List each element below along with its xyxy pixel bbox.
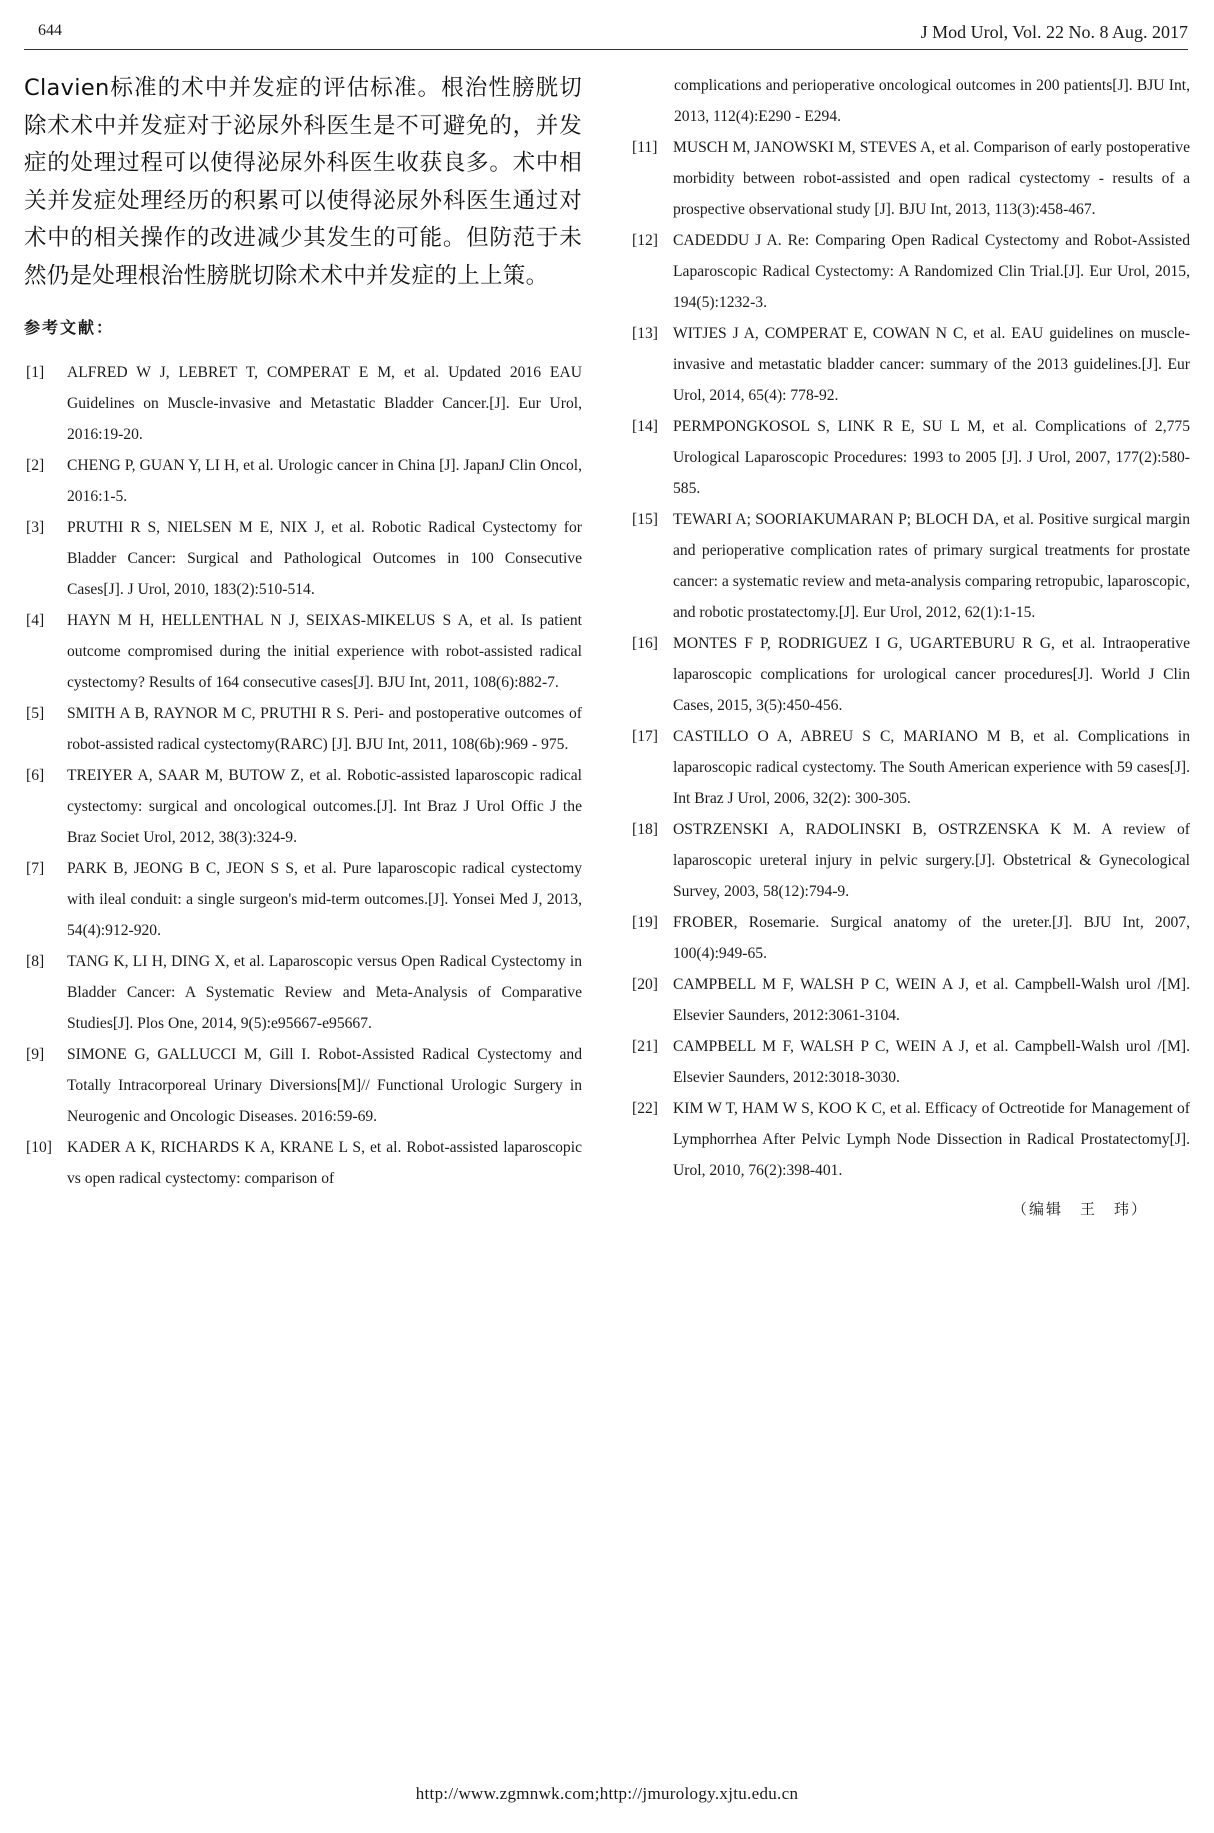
reference-number: [10]	[26, 1139, 52, 1156]
reference-number: [7]	[26, 860, 45, 877]
reference-number: [22]	[632, 1100, 658, 1117]
reference-text: TANG K, LI H, DING X, et al. Laparoscopic versus Open Radical Cystectomy in Bladder Cancer: A Systematic Review and Meta-Analysis of Comparative Studies[J]. Plos One, 2014, 9(5):e95667-e95667.	[67, 953, 582, 1032]
references-list-left	[24, 357, 582, 1194]
reference-number: [12]	[632, 232, 658, 249]
reference-item	[24, 946, 582, 1039]
reference-text: MONTES F P, RODRIGUEZ I G, UGARTEBURU R G, et al. Intraoperative laparoscopic complications for urological cancer procedures[J]. World J Clin Cases, 2015, 3(5):450-456.	[673, 635, 1190, 714]
reference-number: [14]	[632, 418, 658, 435]
reference-item	[630, 969, 1190, 1031]
reference-text: FROBER, Rosemarie. Surgical anatomy of the ureter.[J]. BJU Int, 2007, 100(4):949-65.	[673, 914, 1190, 962]
reference-number: [20]	[632, 976, 658, 993]
reference-continuation: complications and perioperative oncological outcomes in 200 patients[J]. BJU Int, 2013, 112(4):E290 - E294.	[674, 77, 1190, 125]
reference-text: OSTRZENSKI A, RADOLINSKI B, OSTRZENSKA K M. A review of laparoscopic ureteral injury in pelvic surgery.[J]. Obstetrical & Gynecological Survey, 2003, 58(12):794-9.	[673, 821, 1190, 900]
reference-item	[630, 504, 1190, 628]
reference-item	[24, 1039, 582, 1132]
reference-item	[24, 853, 582, 946]
reference-number: [21]	[632, 1038, 658, 1055]
reference-text: MUSCH M, JANOWSKI M, STEVES A, et al. Comparison of early postoperative morbidity between robot-assisted and open radical cystectomy - results of a prospective observational study [J]. BJU Int, 2013, 113(3):458-467.	[673, 139, 1190, 218]
references-heading: 参考文献：	[24, 318, 115, 337]
reference-item	[630, 411, 1190, 504]
right-column	[630, 70, 1190, 1219]
reference-item	[24, 357, 582, 450]
reference-item	[630, 907, 1190, 969]
reference-item	[24, 698, 582, 760]
reference-text: SMITH A B, RAYNOR M C, PRUTHI R S. Peri- and postoperative outcomes of robot-assisted radical cystectomy(RARC) [J]. BJU Int, 2011, 108(6b):969 - 975.	[67, 705, 582, 753]
reference-text: KIM W T, HAM W S, KOO K C, et al. Efficacy of Octreotide for Management of Lymphorrhea After Pelvic Lymph Node Dissection in Radical Prostatectomy[J]. Urol, 2010, 76(2):398-401.	[673, 1100, 1190, 1179]
reference-text: HAYN M H, HELLENTHAL N J, SEIXAS-MIKELUS S A, et al. Is patient outcome compromised during the initial experience with robot-assisted radical cystectomy? Results of 164 consecutive cases[J]. BJU Int, 2011, 108(6):882-7.	[67, 612, 582, 691]
reference-text: ALFRED W J, LEBRET T, COMPERAT E M, et al. Updated 2016 EAU Guidelines on Muscle-invasive and Metastatic Bladder Cancer.[J]. Eur Urol, 2016:19-20.	[67, 364, 582, 443]
reference-number: [5]	[26, 705, 45, 722]
reference-item	[630, 318, 1190, 411]
reference-item	[24, 512, 582, 605]
reference-item	[630, 628, 1190, 721]
reference-number: [1]	[26, 364, 45, 381]
reference-text: CAMPBELL M F, WALSH P C, WEIN A J, et al. Campbell-Walsh urol /[M]. Elsevier Saunders, 2012:3061-3104.	[673, 976, 1190, 1024]
reference-item	[630, 721, 1190, 814]
reference-text: SIMONE G, GALLUCCI M, Gill I. Robot-Assisted Radical Cystectomy and Totally Intracorporeal Urinary Diversions[M]// Functional Urologic Surgery in Neurogenic and Oncologic Diseases. 2016:59-69.	[67, 1046, 582, 1125]
reference-item	[630, 132, 1190, 225]
reference-item	[630, 225, 1190, 318]
reference-number: [18]	[632, 821, 658, 838]
reference-item	[24, 605, 582, 698]
reference-number: [15]	[632, 511, 658, 528]
reference-text: CADEDDU J A. Re: Comparing Open Radical Cystectomy and Robot-Assisted Laparoscopic Radical Cystectomy: A Randomized Clin Trial.[J]. Eur Urol, 2015, 194(5):1232-3.	[673, 232, 1190, 311]
running-header	[24, 22, 1188, 50]
reference-item	[630, 814, 1190, 907]
reference-item	[630, 1093, 1190, 1186]
reference-number: [16]	[632, 635, 658, 652]
reference-text: PARK B, JEONG B C, JEON S S, et al. Pure laparoscopic radical cystectomy with ileal conduit: a single surgeon's mid-term outcomes.[J]. Yonsei Med J, 2013, 54(4):912-920.	[67, 860, 582, 939]
editor-credit: （编辑 王 玮）	[1011, 1200, 1148, 1218]
reference-text: CHENG P, GUAN Y, LI H, et al. Urologic cancer in China [J]. JapanJ Clin Oncol, 2016:1-5.	[67, 457, 582, 505]
reference-number: [9]	[26, 1046, 45, 1063]
reference-item	[24, 760, 582, 853]
reference-item	[24, 1132, 582, 1194]
reference-text: CASTILLO O A, ABREU S C, MARIANO M B, et al. Complications in laparoscopic radical cystectomy. The South American experience with 59 cases[J]. Int Braz J Urol, 2006, 32(2): 300-305.	[673, 728, 1190, 807]
reference-text: PRUTHI R S, NIELSEN M E, NIX J, et al. Robotic Radical Cystectomy for Bladder Cancer: Surgical and Pathological Outcomes in 100 Consecutive Cases[J]. J Urol, 2010, 183(2):510-514.	[67, 519, 582, 598]
reference-number: [2]	[26, 457, 45, 474]
footer-urls: http://www.zgmnwk.com;http://jmurology.xjtu.edu.cn	[415, 1784, 799, 1803]
reference-number: [13]	[632, 325, 658, 342]
reference-text: KADER A K, RICHARDS K A, KRANE L S, et al. Robot-assisted laparoscopic vs open radical cystectomy: comparison of	[67, 1139, 582, 1187]
reference-number: [11]	[632, 139, 658, 156]
body-paragraph: Clavien标准的术中并发症的评估标准。根治性膀胱切除术术中并发症对于泌尿外科医生是不可避免的，并发症的处理过程可以使得泌尿外科医生收获良多。术中相关并发症处理经历的积累可以使得泌尿外科医生通过对术中的相关操作的改进减少其发生的可能。但防范于未然仍是处理根治性膀胱切除术术中并发症的上上策。	[24, 75, 582, 289]
reference-number: [17]	[632, 728, 658, 745]
reference-number: [19]	[632, 914, 658, 931]
reference-item	[24, 450, 582, 512]
reference-text: TEWARI A; SOORIAKUMARAN P; BLOCH DA, et al. Positive surgical margin and perioperative complication rates of primary surgical treatments for prostate cancer: a systematic review and meta-analysis comparing retropubic, laparoscopic, and robotic prostatectomy.[J]. Eur Urol, 2012, 62(1):1-15.	[673, 511, 1190, 621]
references-list-right	[630, 132, 1190, 1186]
reference-text: WITJES J A, COMPERAT E, COWAN N C, et al. EAU guidelines on muscle-invasive and metastatic bladder cancer: summary of the 2013 guidelines.[J]. Eur Urol, 2014, 65(4): 778-92.	[673, 325, 1190, 404]
page-number: 644	[38, 22, 62, 39]
reference-text: PERMPONGKOSOL S, LINK R E, SU L M, et al. Complications of 2,775 Urological Laparoscopic Procedures: 1993 to 2005 [J]. J Urol, 2007, 177(2):580-585.	[673, 418, 1190, 497]
left-column	[24, 70, 582, 1194]
reference-number: [8]	[26, 953, 45, 970]
reference-item	[630, 1031, 1190, 1093]
reference-number: [4]	[26, 612, 45, 629]
reference-number: [6]	[26, 767, 45, 784]
journal-citation: J Mod Urol, Vol. 22 No. 8 Aug. 2017	[920, 22, 1188, 42]
reference-text: CAMPBELL M F, WALSH P C, WEIN A J, et al. Campbell-Walsh urol /[M]. Elsevier Saunders, 2012:3018-3030.	[673, 1038, 1190, 1086]
reference-number: [3]	[26, 519, 45, 536]
reference-text: TREIYER A, SAAR M, BUTOW Z, et al. Robotic-assisted laparoscopic radical cystectomy: surgical and oncological outcomes.[J]. Int Braz J Urol Offic J the Braz Societ Urol, 2012, 38(3):324-9.	[67, 767, 582, 846]
